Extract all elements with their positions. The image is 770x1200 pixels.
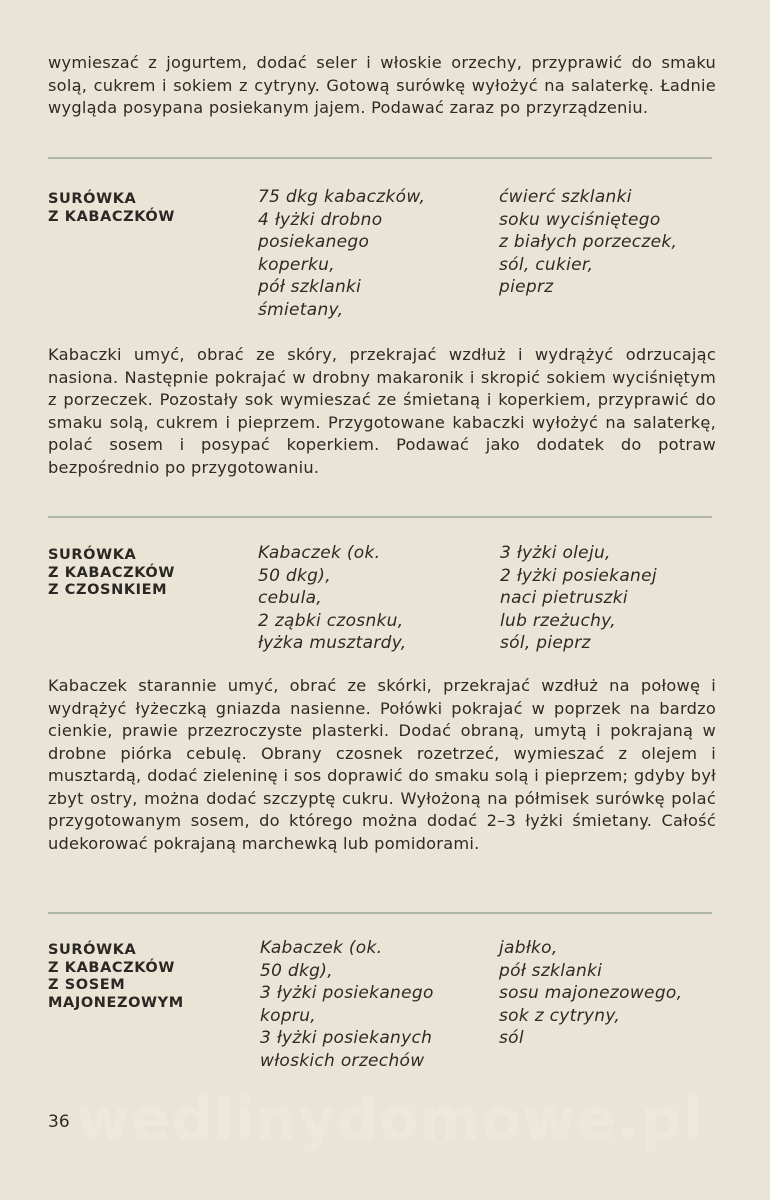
ingredient-line: sól (499, 1028, 524, 1049)
recipe-method: Kabaczek starannie umyć, obrać ze skórki, przekrajać wzdłuż na połowę i wydrążyć łyżeczką gniazda nasienne. Połówki pokrajać w poprzek na bardzo cienkie, prawie przezroczyste plasterki. Dodać obraną, umytą i pokrajaną w drobne piórka cebulę. Obrany czosnek rozetrzeć, wymieszać z olejem i musztardą, dodać zieleninę i sos doprawić do smaku solą i pieprzem; gdyby był zbyt ostry, można dodać szczyptę cukru. Wyłożoną na półmisek surówkę polać przygotowanym sosem, do którego można dodać 2–3 łyżki śmietany. Całość udekorować pokrajaną marchewką lub pomidorami. (48, 676, 716, 853)
ingredient-line: z białych porzeczek, (499, 232, 678, 253)
ingredient-line: pieprz (499, 277, 554, 298)
ingredients-left (258, 186, 425, 322)
recipe-title-line: Z SOSEM (48, 977, 126, 993)
watermark: wedlinydomowe.pl (76, 1085, 704, 1153)
ingredient-line: jabłko, (499, 938, 558, 958)
ingredient-line: 3 łyżki oleju, (500, 543, 611, 563)
recipe-title (48, 942, 238, 1012)
ingredient-line: 2 ząbki czosnku, (258, 610, 404, 631)
recipe-title-line: Z CZOSNKIEM (48, 582, 168, 598)
ingredients-right (500, 542, 657, 655)
ingredients-left (260, 937, 434, 1073)
ingredient-line: łyżka musztardy, (258, 633, 407, 654)
ingredient-line: koperku, (258, 254, 335, 275)
page-number: 36 (48, 1112, 70, 1132)
ingredient-line: sok z cytryny, (499, 1005, 621, 1026)
ingredient-line: cebula, (258, 588, 323, 609)
recipe-title-line: SURÓWKA (48, 191, 137, 207)
ingredient-line: pół szklanki (258, 277, 362, 298)
ingredient-line: 3 łyżki posiekanych (260, 1028, 433, 1049)
recipe-method: Kabaczki umyć, obrać ze skóry, przekrajać wzdłuż i wydrążyć odrzucając nasiona. Następnie pokrajać w drobny makaronik i skropić sokiem wyciśniętym z porzeczek. Pozostały sok wymieszać ze śmietaną i koperkiem, przyprawić do smaku solą, cukrem i pieprzem. Przygotowane kabaczki wyłożyć na salaterkę, polać sosem i posypać koperkiem. Podawać jako dodatek do potraw bezpośrednio po przygotowaniu. (48, 345, 716, 477)
ingredient-line: 50 dkg), (260, 960, 333, 981)
ingredient-line: 3 łyżki posiekanego (260, 983, 434, 1004)
divider-rule (48, 157, 712, 159)
ingredient-line: sól, cukier, (499, 254, 594, 275)
recipe-title-line: Z KABACZKÓW (48, 564, 175, 581)
ingredients-right (499, 937, 682, 1050)
recipe-title (48, 191, 238, 226)
recipe-title-line: Z KABACZKÓW (48, 208, 175, 225)
ingredient-line: kopru, (260, 1005, 317, 1026)
intro-paragraph: wymieszać z jogurtem, dodać seler i włoskie orzechy, przyprawić do smaku solą, cukrem i sokiem z cytryny. Gotową surówkę wyłożyć na salaterkę. Ładnie wygląda posypana posiekanym jajem. Podawać zaraz po przyrządzeniu. (48, 53, 716, 117)
ingredient-line: soku wyciśniętego (499, 209, 661, 230)
ingredient-line: śmietany, (258, 299, 344, 320)
ingredient-line: naci pietruszki (500, 588, 628, 609)
recipe-title (48, 547, 238, 600)
ingredient-line: 50 dkg), (258, 565, 331, 586)
divider-rule (48, 912, 712, 914)
recipe-title-line: Z KABACZKÓW (48, 959, 175, 976)
ingredient-line: włoskich orzechów (260, 1050, 425, 1071)
ingredient-line: 75 dkg kabaczków, (258, 187, 426, 207)
ingredient-line: pół szklanki (499, 960, 603, 981)
ingredient-line: sól, pieprz (500, 633, 591, 654)
ingredient-line: 4 łyżki drobno (258, 209, 383, 230)
ingredients-left (258, 542, 406, 655)
ingredient-line: Kabaczek (ok. (258, 543, 381, 563)
ingredient-line: sosu majonezowego, (499, 983, 683, 1004)
recipe-title-line: SURÓWKA (48, 942, 137, 958)
ingredient-line: 2 łyżki posiekanej (500, 565, 657, 586)
ingredient-line: ćwierć szklanki (499, 187, 632, 207)
recipe-title-line: MAJONEZOWYM (48, 994, 184, 1011)
recipe-title-line: SURÓWKA (48, 547, 137, 563)
ingredient-line: Kabaczek (ok. (260, 938, 383, 958)
ingredient-line: posiekanego (258, 232, 370, 253)
divider-rule (48, 516, 712, 518)
ingredient-line: lub rzeżuchy, (500, 610, 616, 631)
ingredients-right (499, 186, 677, 299)
